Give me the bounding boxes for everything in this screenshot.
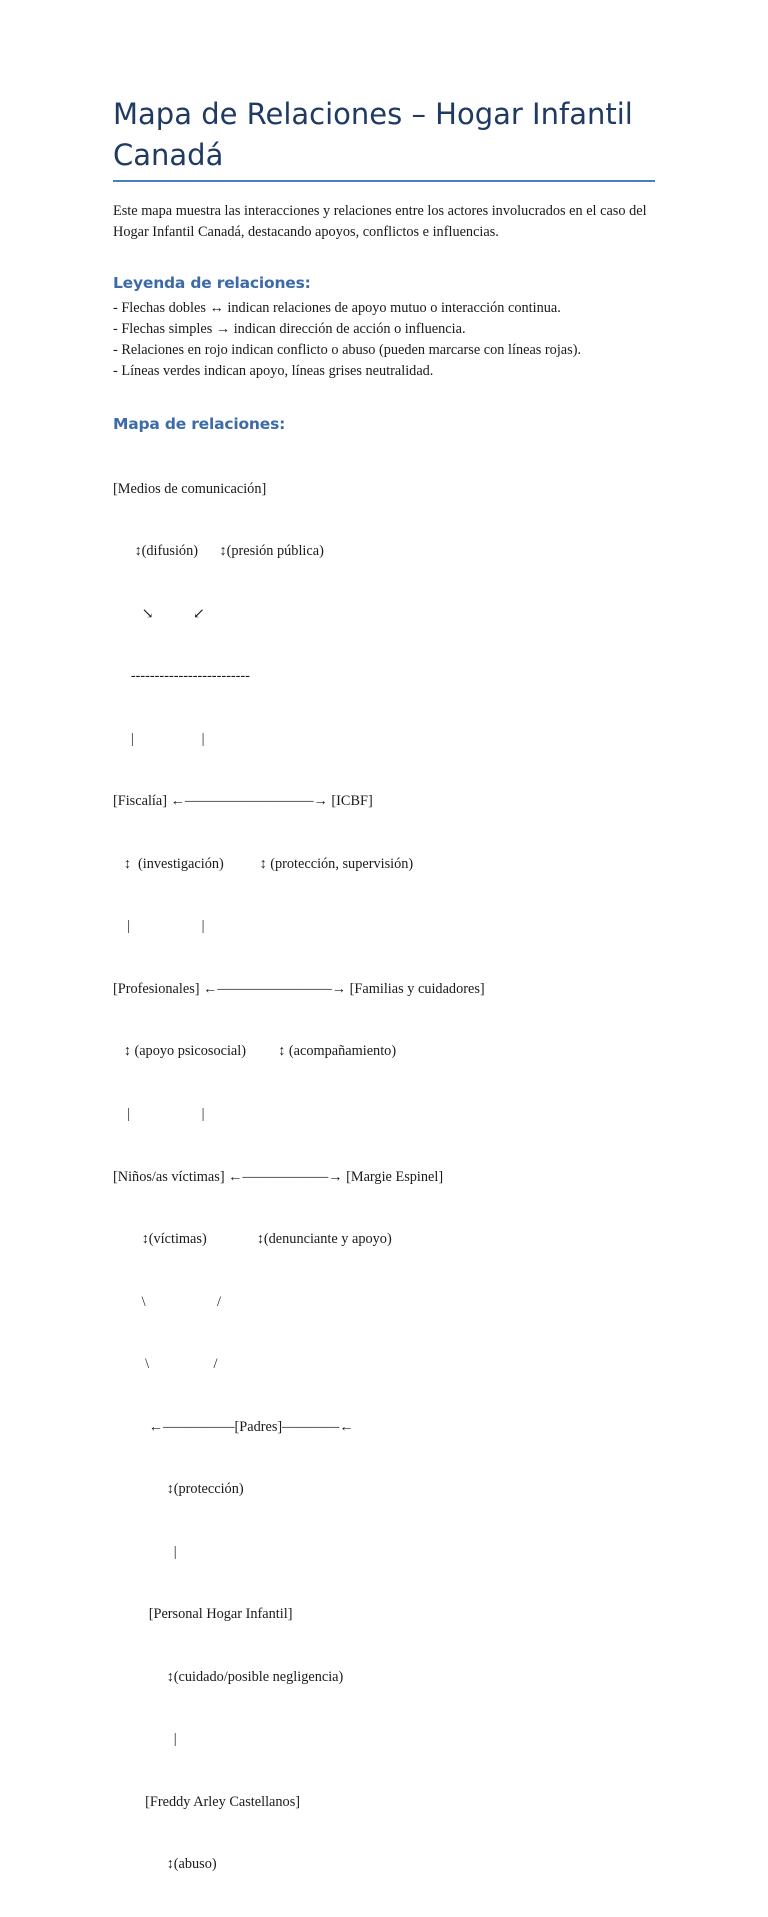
map-line: [Medios de comunicación]: [113, 480, 267, 497]
map-line: -------------------------: [113, 668, 250, 685]
map-line: \ /: [113, 1356, 218, 1373]
page-title: Mapa de Relaciones – Hogar Infantil Canadá: [113, 97, 633, 172]
map-line: ←—————[Padres]————←: [113, 1418, 354, 1435]
map-heading: Mapa de relaciones:: [113, 415, 286, 433]
map-line: | |: [113, 918, 205, 935]
map-line: | |: [113, 730, 205, 747]
map-line: ↕ (apoyo psicosocial) ↕ (acompañamiento): [113, 1043, 397, 1060]
title-divider: [113, 180, 655, 182]
map-line: ↕(difusión) ↕(presión pública): [113, 543, 324, 560]
map-line: | |: [113, 1106, 205, 1122]
legend-item: - Flechas simples → indican dirección de acción o influencia.: [113, 321, 466, 337]
relations-map: [113, 437, 658, 1917]
intro-paragraph: Este mapa muestra las interacciones y relaciones entre los actores involucrados en el caso del Hogar Infantil Canadá, destacando apoyos, conflictos e influencias.: [113, 203, 647, 240]
map-line: [Niños/as víctimas] ←——————→ [Margie Espinel]: [113, 1168, 444, 1185]
legend-item: - Flechas dobles ↔ indican relaciones de apoyo mutuo o interacción continua.: [113, 300, 561, 316]
map-line: ↕(víctimas) ↕(denunciante y apoyo): [113, 1231, 392, 1248]
map-line: \ /: [113, 1293, 222, 1310]
legend-item: - Líneas verdes indican apoyo, líneas grises neutralidad.: [113, 363, 434, 379]
map-line: ↕(cuidado/posible negligencia): [113, 1668, 344, 1685]
map-line: |: [113, 1543, 177, 1560]
map-line: ↘ ↙: [113, 605, 205, 622]
legend-list: [113, 298, 658, 382]
map-line: [Fiscalía] ←—————————→ [ICBF]: [113, 793, 373, 810]
legend-heading: Leyenda de relaciones:: [113, 274, 311, 292]
map-line: [Profesionales] ←————————→ [Familias y cuidadores]: [113, 980, 485, 997]
map-line: ↕(abuso): [113, 1856, 217, 1873]
map-line: |: [113, 1731, 177, 1748]
map-line: [Freddy Arley Castellanos]: [113, 1793, 301, 1810]
map-line: [Personal Hogar Infantil]: [113, 1606, 293, 1623]
legend-item: - Relaciones en rojo indican conflicto o abuso (pueden marcarse con líneas rojas).: [113, 342, 582, 358]
map-line: ↕(protección): [113, 1481, 244, 1498]
map-line: ↕ (investigación) ↕ (protección, supervisión): [113, 855, 414, 872]
